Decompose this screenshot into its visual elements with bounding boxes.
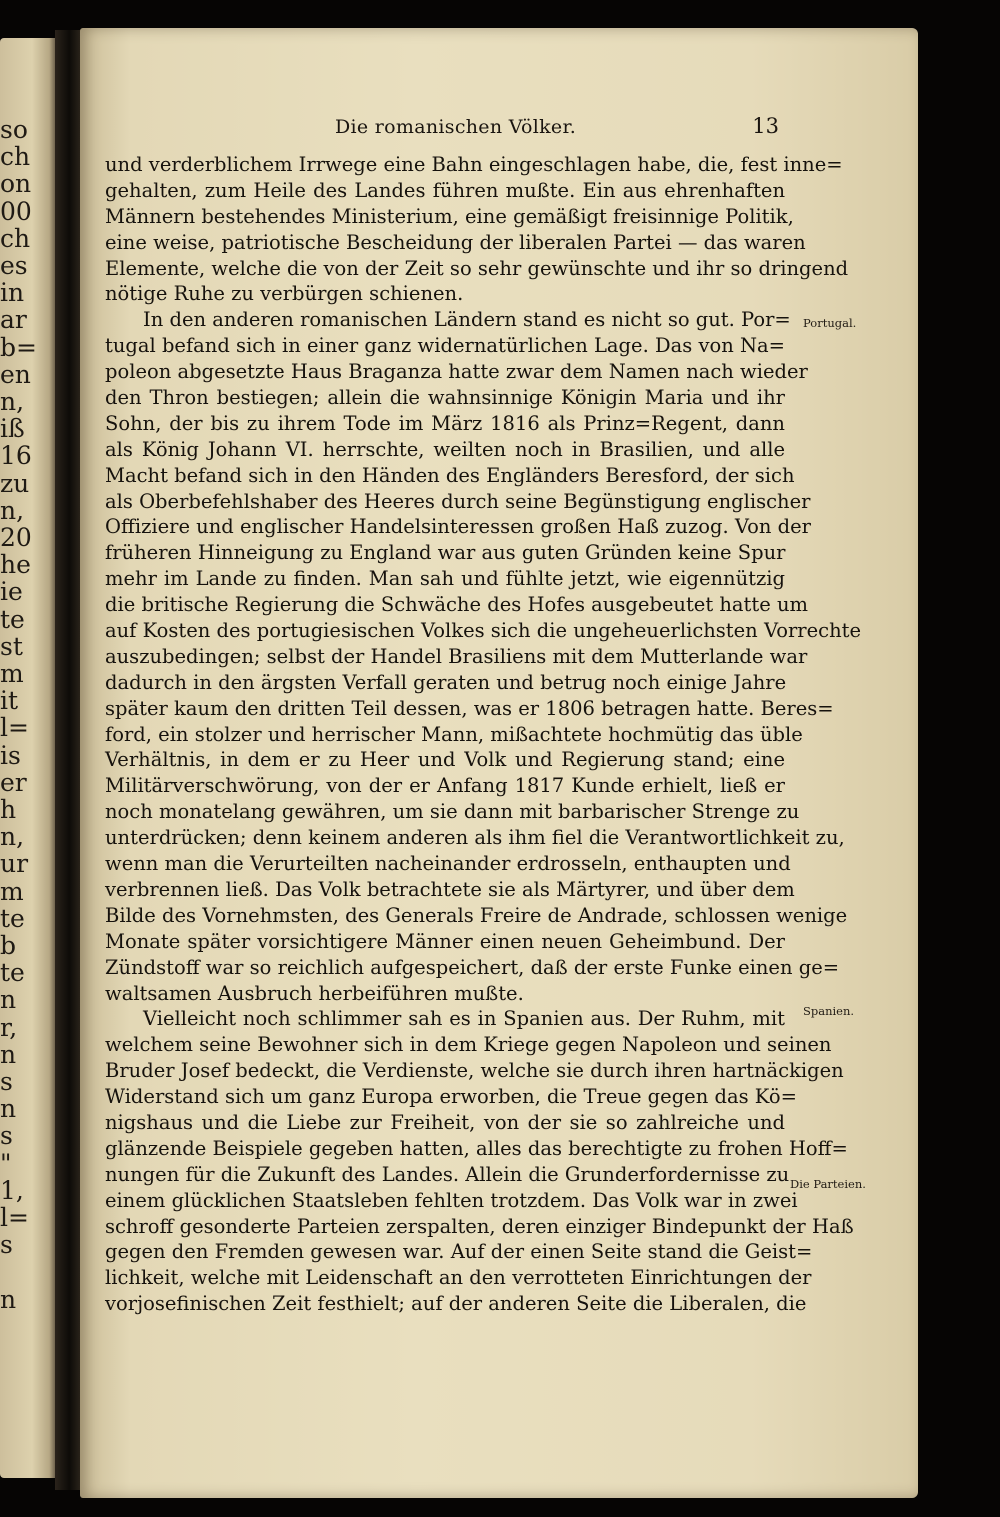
left-page-fragment: st [0, 631, 23, 661]
left-page-fragment: he [0, 550, 31, 580]
left-page-fragment: n, [0, 387, 25, 416]
margin-note-spanien: Spanien. [803, 1004, 855, 1018]
text-line: auszubedingen; selbst der Handel Brasiliens mit dem Mutterlande war [105, 644, 808, 668]
left-page-fragment: m [0, 876, 24, 906]
text-line: dadurch in den ärgsten Verfall geraten und betrug noch einige Jahre [105, 670, 787, 694]
left-page-fragment: n, [0, 822, 25, 852]
left-page-fragment: ur [0, 849, 29, 879]
left-page-fragment: m [0, 659, 24, 688]
page-header [105, 116, 785, 146]
text-line: schroff gesonderte Parteien zerspalten, deren einziger Bindepunkt der Haß [105, 1214, 854, 1238]
text-line: Monate später vorsichtigere Männer einen neuen Geheimbund. Der [105, 929, 785, 953]
left-page-fragment: n, [0, 495, 25, 525]
page-number: 13 [752, 114, 779, 138]
text-line: gehalten, zum Heile des Landes führen mußte. Ein aus ehrenhaften [105, 178, 785, 202]
left-page-fragment: so [0, 115, 28, 144]
text-line: und verderblichem Irrwege eine Bahn eingeschlagen habe, die, fest inne= [105, 153, 843, 176]
text-line: früheren Hinneigung zu England war aus guten Gründen keine Spur [105, 541, 786, 565]
text-line: die britische Regierung die Schwäche des Hofes ausgebeutet hatte um [105, 593, 809, 617]
margin-note-portugal: Portugal. [803, 316, 857, 330]
text-line: In den anderen romanischen Ländern stand es nicht so gut. Por= [143, 308, 791, 332]
text-line: unterdrücken; denn keinem anderen als ihm fiel die Verantwortlichkeit zu, [105, 826, 845, 850]
left-page-fragment: l= [0, 1203, 29, 1232]
left-page-fragment: ar [0, 305, 27, 335]
text-line: Widerstand sich um ganz Europa erworben, die Treue gegen das Kö= [105, 1085, 797, 1109]
left-page-fragment: b [0, 931, 17, 960]
text-line: Sohn, der bis zu ihrem Tode im März 1816 als Prinz=Regent, dann [105, 411, 785, 435]
left-page-fragment: l= [0, 713, 29, 743]
text-line: glänzende Beispiele gegeben hatten, alles das berechtigte zu frohen Hoff= [105, 1136, 848, 1160]
text-line: Offiziere und englischer Handelsinteressen großen Haß zuzog. Von der [105, 515, 811, 539]
left-page-fragment: 16 [0, 441, 32, 471]
left-page-fragment: 00 [0, 196, 32, 226]
text-line: nötige Ruhe zu verbürgen schienen. [105, 282, 464, 306]
text-line: Bruder Josef bedeckt, die Verdienste, welche sie durch ihren hartnäckigen [105, 1059, 844, 1083]
left-page-fragment: in [0, 278, 25, 308]
text-line: ford, ein stolzer und herrischer Mann, mißachtete hochmütig das üble [105, 722, 803, 746]
left-page-fragment: te [0, 903, 25, 933]
left-page-fragment: te [0, 958, 25, 988]
left-page-fragment: n [0, 1284, 17, 1314]
text-line: auf Kosten des portugiesischen Volkes sich die ungeheuerlichsten Vorrechte [105, 619, 862, 643]
left-page-fragment: it [0, 686, 19, 716]
left-page-fragment: n [0, 1094, 17, 1124]
text-line: noch monatelang gewähren, um sie dann mit barbarischer Strenge zu [105, 800, 800, 824]
left-page-fragment: h [0, 795, 17, 824]
text-line: lichkeit, welche mit Leidenschaft an den verrotteten Einrichtungen der [105, 1266, 812, 1290]
text-line: Verhältnis, in dem er zu Heer und Volk und Regierung stand; eine [105, 748, 785, 772]
running-head: Die romanischen Völker. [335, 116, 577, 138]
text-line: als König Johann VI. herrschte, weilten noch in Brasilien, und alle [105, 437, 785, 461]
left-page-fragment: n [0, 1039, 17, 1069]
left-page-fragment: " [0, 1148, 12, 1178]
left-page-fragment: on [0, 169, 32, 199]
text-line: einem glücklichen Staatsleben fehlten trotzdem. Das Volk war in zwei [105, 1188, 798, 1212]
text-line: tugal befand sich in einer ganz widernatürlichen Lage. Das von Na= [105, 334, 785, 358]
text-line: welchem seine Bewohner sich in dem Kriege gegen Napoleon und seinen [105, 1033, 832, 1057]
left-page-fragment: ie [0, 577, 23, 607]
text-line: eine weise, patriotische Bescheidung der liberalen Partei — das waren [105, 230, 806, 254]
left-page-edge [0, 38, 58, 1478]
left-page-fragment: er [0, 767, 27, 797]
text-line: Elemente, welche die von der Zeit so sehr gewünschte und ihr so dringend [105, 256, 849, 280]
text-line: nigshaus und die Liebe zur Freiheit, von der sie so zahlreiche und [105, 1110, 785, 1134]
text-line: Zündstoff war so reichlich aufgespeichert, daß der erste Funke einen ge= [105, 955, 840, 979]
left-page-fragment: zu [0, 468, 30, 498]
text-line: Vielleicht noch schlimmer sah es in Spanien aus. Der Ruhm, mit [143, 1007, 785, 1031]
left-page-fragment: 20 [0, 523, 32, 552]
left-page-fragment: s [0, 1121, 13, 1151]
text-line: den Thron bestiegen; allein die wahnsinnige Königin Maria und ihr [105, 386, 785, 410]
text-line: Militärverschwörung, von der er Anfang 1817 Kunde erhielt, ließ er [105, 774, 785, 798]
text-line: Männern bestehendes Ministerium, eine gemäßigt freisinnige Politik, [105, 204, 794, 228]
text-line: mehr im Lande zu finden. Man sah und fühlte jetzt, wie eigennützig [105, 567, 785, 591]
left-page-fragment: 1, [0, 1175, 24, 1205]
left-page-fragment: ch [0, 223, 31, 253]
margin-note-parteien: Die Parteien. [790, 1177, 866, 1191]
text-line: Bilde des Vornehmsten, des Generals Freire de Andrade, schlossen wenige [105, 903, 848, 927]
left-page-fragment: b= [0, 332, 37, 362]
text-line: als Oberbefehlshaber des Heeres durch seine Begünstigung englischer [105, 489, 811, 513]
text-line: wenn man die Verurteilten nacheinander erdrosseln, enthaupten und [105, 852, 791, 876]
left-page-fragment: es [0, 251, 28, 280]
left-page-fragment: en [0, 359, 31, 389]
text-line: nungen für die Zukunft des Landes. Allein die Grunderfordernisse zu [105, 1162, 790, 1186]
text-line: vorjosefinischen Zeit festhielt; auf der anderen Seite die Liberalen, die [105, 1292, 807, 1316]
text-line: Macht befand sich in den Händen des Engländers Beresford, der sich [105, 463, 795, 487]
left-page-fragment: iß [0, 414, 25, 444]
left-page-fragment: ch [0, 142, 31, 172]
left-page-fragment: s [0, 1230, 13, 1260]
text-line: später kaum den dritten Teil dessen, was er 1806 betragen hatte. Beres= [105, 696, 834, 720]
text-line: waltsamen Ausbruch herbeiführen mußte. [105, 981, 524, 1005]
text-line: verbrennen ließ. Das Volk betrachtete sie als Märtyrer, und über dem [105, 877, 795, 901]
left-page-fragment: r, [0, 1012, 18, 1042]
text-line: gegen den Fremden gewesen war. Auf der einen Seite stand die Geist= [105, 1240, 813, 1264]
left-page-fragment: is [0, 740, 21, 770]
left-page-fragment: te [0, 604, 25, 634]
text-line: poleon abgesetzte Haus Braganza hatte zwar dem Namen nach wieder [105, 360, 808, 384]
left-page-fragment: n [0, 985, 17, 1015]
left-page-fragment: s [0, 1067, 13, 1096]
